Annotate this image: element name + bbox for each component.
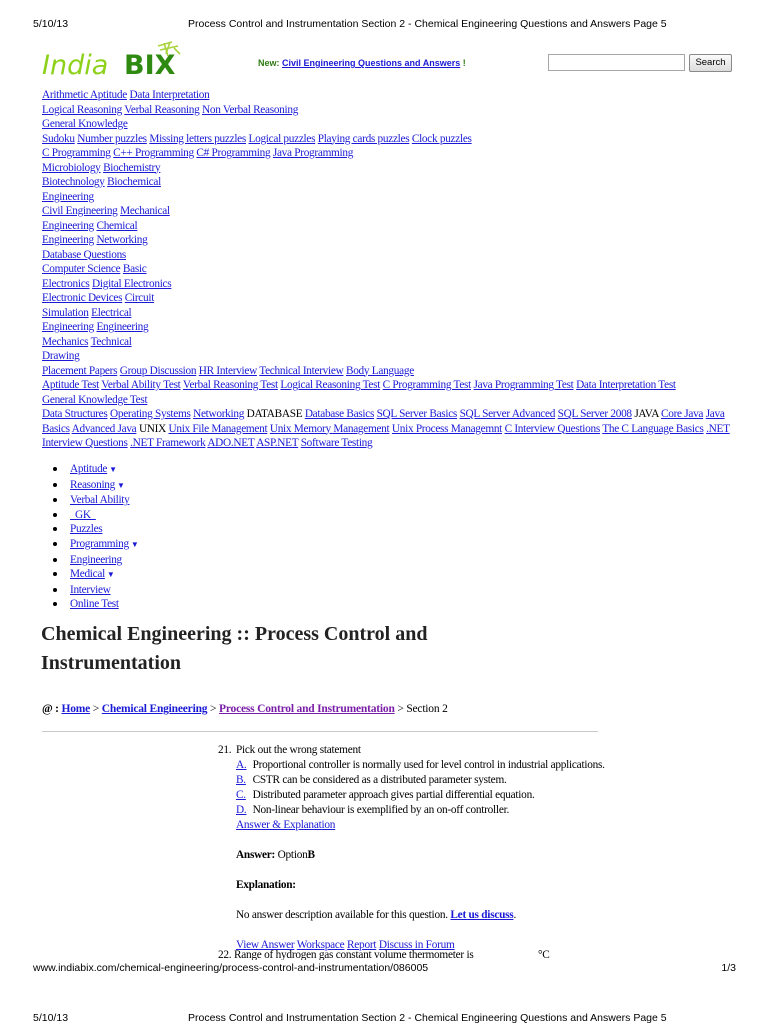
answer-prefix: Option bbox=[277, 849, 308, 861]
link-engineering[interactable]: Engineering bbox=[42, 190, 94, 203]
print-header bbox=[0, 14, 768, 32]
link-non-verbal-reasoning[interactable]: Non Verbal Reasoning bbox=[201, 103, 299, 116]
option-item bbox=[236, 773, 638, 788]
link-circuit[interactable]: Circuit bbox=[124, 292, 155, 304]
link-row bbox=[42, 204, 732, 219]
link-arithmetic-aptitude[interactable]: Arithmetic Aptitude bbox=[42, 89, 127, 101]
menu-item-label[interactable]: Medical bbox=[70, 568, 105, 581]
promo-new-label: New: bbox=[258, 58, 280, 68]
search-button[interactable]: Search bbox=[689, 54, 732, 72]
logo-text-india: India bbox=[42, 50, 109, 81]
option-item bbox=[236, 803, 638, 818]
promo-suffix: ! bbox=[462, 58, 466, 68]
link-ado-net[interactable]: ADO.NET bbox=[207, 437, 255, 449]
label-java: JAVA bbox=[634, 408, 659, 420]
link-operating-systems[interactable]: Operating Systems bbox=[110, 408, 191, 420]
link-java-programming[interactable]: Java Programming bbox=[272, 147, 354, 159]
discuss-end: . bbox=[513, 909, 517, 921]
link-clock-puzzles[interactable]: Clock puzzles bbox=[411, 132, 472, 145]
question-22 bbox=[218, 948, 638, 960]
link-biochemical[interactable]: Biochemical bbox=[107, 176, 161, 188]
option-item bbox=[236, 788, 638, 803]
link-net-framework[interactable]: .NET Framework bbox=[130, 437, 206, 449]
chevron-down-icon[interactable]: ▼ bbox=[117, 480, 125, 490]
divider bbox=[42, 731, 598, 732]
indiabix-logo[interactable] bbox=[40, 40, 190, 84]
link-unix-process-managemnt[interactable]: Unix Process Managemnt bbox=[391, 422, 503, 435]
link-engineering[interactable]: Engineering bbox=[42, 234, 94, 246]
print-date: 5/10/13 bbox=[33, 1012, 69, 1024]
option-letter-link[interactable]: C. bbox=[236, 789, 246, 801]
breadcrumb-at: @ : bbox=[42, 703, 59, 715]
link-engineering[interactable]: Engineering bbox=[42, 219, 94, 232]
link-c-programming-test[interactable]: C Programming Test bbox=[382, 379, 471, 391]
discuss-in-forum-link[interactable]: Discuss in Forum bbox=[378, 939, 455, 951]
tech-links-row bbox=[42, 407, 732, 451]
link-core-java[interactable]: Core Java bbox=[660, 408, 704, 420]
answer-block bbox=[236, 818, 638, 953]
link-row bbox=[42, 335, 732, 350]
link-basic[interactable]: Basic bbox=[122, 263, 147, 275]
link-row bbox=[42, 233, 732, 248]
label-unix: UNIX bbox=[138, 422, 166, 435]
link-row bbox=[42, 146, 732, 161]
menu-item-label[interactable]: Aptitude bbox=[70, 463, 108, 475]
menu-item-online-test[interactable] bbox=[50, 597, 138, 612]
breadcrumb bbox=[42, 703, 448, 715]
menu-item-label[interactable]: Puzzles bbox=[70, 523, 103, 536]
link-row bbox=[42, 364, 732, 379]
link-unix-memory-management[interactable]: Unix Memory Management bbox=[269, 422, 390, 435]
link-row bbox=[42, 88, 732, 103]
link-technical-interview[interactable]: Technical Interview bbox=[259, 364, 344, 377]
link-playing-cards-puzzles[interactable]: Playing cards puzzles bbox=[317, 132, 410, 145]
link-net-interview-questions[interactable]: .NET Interview Questions bbox=[42, 422, 730, 449]
print-page-number: 1/3 bbox=[721, 962, 736, 974]
question-unit: °C bbox=[538, 949, 550, 960]
label-database: DATABASE bbox=[246, 408, 303, 420]
link-engineering[interactable]: Engineering bbox=[42, 321, 94, 333]
link-number-puzzles[interactable]: Number puzzles bbox=[77, 132, 147, 145]
view-answer-link[interactable]: View Answer bbox=[236, 939, 295, 951]
link-sql-server-basics[interactable]: SQL Server Basics bbox=[376, 408, 458, 420]
explanation-text: No answer description available for this question. bbox=[236, 909, 448, 921]
link-microbiology[interactable]: Microbiology bbox=[42, 161, 101, 174]
link-biochemistry[interactable]: Biochemistry bbox=[103, 161, 161, 174]
promo-link[interactable]: Civil Engineering Questions and Answers bbox=[282, 58, 461, 68]
link-logical-reasoning[interactable]: Logical Reasoning bbox=[42, 103, 122, 116]
option-text: Non-linear behaviour is exemplified by an on-off controller. bbox=[252, 804, 510, 816]
link-digital-electronics[interactable]: Digital Electronics bbox=[92, 277, 172, 290]
link-row bbox=[42, 378, 732, 393]
link-java-basics[interactable]: Java Basics bbox=[42, 408, 725, 435]
link-general-knowledge-test[interactable]: General Knowledge Test bbox=[42, 393, 148, 406]
link-c-programming[interactable]: C# Programming bbox=[196, 147, 271, 159]
link-biotechnology[interactable]: Biotechnology bbox=[42, 176, 105, 188]
link-chemical[interactable]: Chemical bbox=[96, 219, 138, 232]
link-engineering[interactable]: Engineering bbox=[96, 321, 149, 333]
answer-explanation-link[interactable]: Answer & Explanation bbox=[236, 819, 336, 831]
explanation-label: Explanation: bbox=[236, 879, 296, 891]
menu-item-label[interactable]: Interview bbox=[70, 583, 111, 596]
link-database-questions[interactable]: Database Questions bbox=[42, 248, 127, 261]
breadcrumb-section: Section 2 bbox=[406, 703, 448, 715]
link-row bbox=[42, 219, 732, 234]
breadcrumb-home[interactable]: Home bbox=[61, 703, 91, 715]
question-number: 22. bbox=[218, 949, 232, 960]
question-number: 21. bbox=[218, 744, 232, 756]
workspace-link[interactable]: Workspace bbox=[296, 939, 345, 951]
link-row bbox=[42, 291, 732, 306]
option-letter-link[interactable]: D. bbox=[236, 804, 247, 816]
link-sql-server-advanced[interactable]: SQL Server Advanced bbox=[459, 408, 556, 420]
link-row bbox=[42, 132, 732, 147]
link-data-structures[interactable]: Data Structures bbox=[42, 408, 108, 420]
link-c-programming[interactable]: C Programming bbox=[42, 147, 111, 159]
answer-label: Answer: bbox=[236, 849, 276, 861]
link-computer-science[interactable]: Computer Science bbox=[42, 263, 121, 275]
link-verbal-reasoning[interactable]: Verbal Reasoning bbox=[124, 103, 200, 116]
chevron-down-icon[interactable]: ▼ bbox=[130, 539, 139, 549]
link-row bbox=[42, 393, 732, 408]
breadcrumb-chemical-engineering[interactable]: Chemical Engineering bbox=[101, 703, 208, 715]
link-unix-file-management[interactable]: Unix File Management bbox=[168, 422, 268, 435]
breadcrumb-separator: > bbox=[92, 703, 100, 715]
link-electronic-devices[interactable]: Electronic Devices bbox=[42, 292, 123, 304]
question-text: Pick out the wrong statement bbox=[236, 744, 361, 756]
report-link[interactable]: Report bbox=[347, 939, 377, 951]
menu-item-label[interactable]: Verbal Ability bbox=[70, 494, 130, 507]
page-title: Chemical Engineering :: Process Control and Instrumentation bbox=[41, 623, 428, 674]
menu-item-medical[interactable] bbox=[50, 567, 138, 583]
option-letter-link[interactable]: B. bbox=[236, 774, 246, 786]
link-row bbox=[42, 349, 732, 364]
question-21 bbox=[218, 743, 638, 953]
menu-item-label[interactable]: Reasoning bbox=[70, 478, 115, 491]
menu-item-interview[interactable] bbox=[50, 583, 138, 598]
link-mechanics[interactable]: Mechanics bbox=[42, 335, 89, 348]
link-sql-server-2008[interactable]: SQL Server 2008 bbox=[557, 408, 632, 420]
question-text: Range of hydrogen gas constant volume thermometer is bbox=[233, 949, 474, 960]
category-links bbox=[42, 88, 732, 451]
logo-text-bix: BIX bbox=[124, 50, 176, 81]
link-aptitude-test[interactable]: Aptitude Test bbox=[42, 379, 99, 391]
explanation-line bbox=[236, 908, 638, 923]
menu-item-label[interactable]: Programming bbox=[70, 537, 129, 550]
answer-value: B bbox=[307, 849, 315, 861]
link-networking[interactable]: Networking bbox=[193, 408, 245, 420]
link-group-discussion[interactable]: Group Discussion bbox=[119, 364, 197, 377]
print-title: Process Control and Instrumentation Section 2 - Chemical Engineering Questions and Answers Page 5 bbox=[188, 18, 667, 30]
menu-item-verbal-ability[interactable] bbox=[50, 493, 138, 508]
promo-line bbox=[258, 58, 466, 68]
link-technical[interactable]: Technical bbox=[90, 335, 132, 348]
search-input[interactable] bbox=[548, 54, 685, 71]
discuss-link[interactable]: Let us discuss bbox=[450, 909, 514, 921]
link-general-knowledge[interactable]: General Knowledge bbox=[42, 118, 128, 130]
link-placement-papers[interactable]: Placement Papers bbox=[42, 364, 118, 377]
link-row bbox=[42, 262, 732, 277]
option-text: Proportional controller is normally used for level control in industrial applications. bbox=[252, 759, 605, 771]
chevron-down-icon[interactable]: ▼ bbox=[106, 570, 115, 580]
link-body-language[interactable]: Body Language bbox=[345, 364, 414, 377]
link-simulation[interactable]: Simulation bbox=[42, 306, 89, 319]
answer-line bbox=[236, 848, 638, 863]
link-logical-puzzles[interactable]: Logical puzzles bbox=[248, 132, 316, 145]
link-row bbox=[42, 277, 732, 292]
menu-item-aptitude[interactable] bbox=[50, 462, 138, 478]
link-networking[interactable]: Networking bbox=[96, 234, 148, 246]
option-text: CSTR can be considered as a distributed parameter system. bbox=[252, 774, 507, 786]
link-sudoku[interactable]: Sudoku bbox=[42, 132, 75, 145]
link-row bbox=[42, 320, 732, 335]
print-title: Process Control and Instrumentation Section 2 - Chemical Engineering Questions and Answers Page 5 bbox=[188, 1012, 667, 1024]
option-letter-link[interactable]: A. bbox=[236, 759, 247, 771]
link-hr-interview[interactable]: HR Interview bbox=[198, 364, 257, 377]
link-data-interpretation[interactable]: Data Interpretation bbox=[129, 89, 210, 101]
link-row bbox=[42, 306, 732, 321]
options-list bbox=[236, 758, 638, 818]
menu-item-engineering[interactable] bbox=[50, 553, 138, 568]
chevron-down-icon[interactable]: ▼ bbox=[109, 465, 117, 474]
menu-item-label[interactable]: Engineering bbox=[70, 553, 122, 566]
link-row bbox=[42, 190, 732, 205]
link-data-interpretation-test[interactable]: Data Interpretation Test bbox=[576, 379, 676, 391]
link-civil-engineering[interactable]: Civil Engineering bbox=[42, 205, 118, 217]
option-text: Distributed parameter approach gives partial differential equation. bbox=[252, 789, 535, 801]
link-drawing[interactable]: Drawing bbox=[42, 350, 80, 362]
menu-item-puzzles[interactable] bbox=[50, 522, 138, 537]
breadcrumb-process-control[interactable]: Process Control and Instrumentation bbox=[219, 703, 395, 715]
option-item bbox=[236, 758, 638, 773]
print-url: www.indiabix.com/chemical-engineering/process-control-and-instrumentation/086005 bbox=[33, 962, 429, 974]
link-row bbox=[42, 117, 732, 132]
main-menu bbox=[50, 462, 138, 612]
link-c-programming[interactable]: C++ Programming bbox=[113, 147, 194, 159]
print-date: 5/10/13 bbox=[33, 18, 69, 30]
link-row bbox=[42, 175, 732, 190]
menu-item-gk[interactable] bbox=[50, 508, 138, 523]
link-java-programming-test[interactable]: Java Programming Test bbox=[473, 379, 574, 391]
link-database-basics[interactable]: Database Basics bbox=[304, 408, 375, 420]
link-electronics[interactable]: Electronics bbox=[42, 277, 90, 290]
menu-item-programming[interactable] bbox=[50, 537, 138, 553]
link-missing-letters-puzzles[interactable]: Missing letters puzzles bbox=[149, 132, 246, 145]
link-electrical[interactable]: Electrical bbox=[91, 306, 132, 319]
breadcrumb-separator: > bbox=[210, 703, 217, 715]
link-asp-net[interactable]: ASP.NET bbox=[256, 437, 299, 449]
breadcrumb-separator: > bbox=[397, 703, 404, 715]
link-verbal-ability-test[interactable]: Verbal Ability Test bbox=[101, 379, 181, 391]
link-mechanical[interactable]: Mechanical bbox=[120, 205, 170, 217]
link-row bbox=[42, 248, 732, 263]
link-logical-reasoning-test[interactable]: Logical Reasoning Test bbox=[280, 379, 381, 391]
menu-item-label[interactable]: GK bbox=[70, 508, 96, 521]
link-verbal-reasoning-test[interactable]: Verbal Reasoning Test bbox=[182, 379, 278, 391]
menu-item-reasoning[interactable] bbox=[50, 478, 138, 494]
link-c-interview-questions[interactable]: C Interview Questions bbox=[504, 422, 600, 435]
link-the-c-language-basics[interactable]: The C Language Basics bbox=[602, 422, 704, 435]
link-advanced-java[interactable]: Advanced Java bbox=[71, 422, 137, 435]
link-row bbox=[42, 161, 732, 176]
link-software-testing[interactable]: Software Testing bbox=[300, 437, 373, 449]
link-row bbox=[42, 103, 732, 118]
menu-item-label[interactable]: Online Test bbox=[70, 598, 119, 611]
